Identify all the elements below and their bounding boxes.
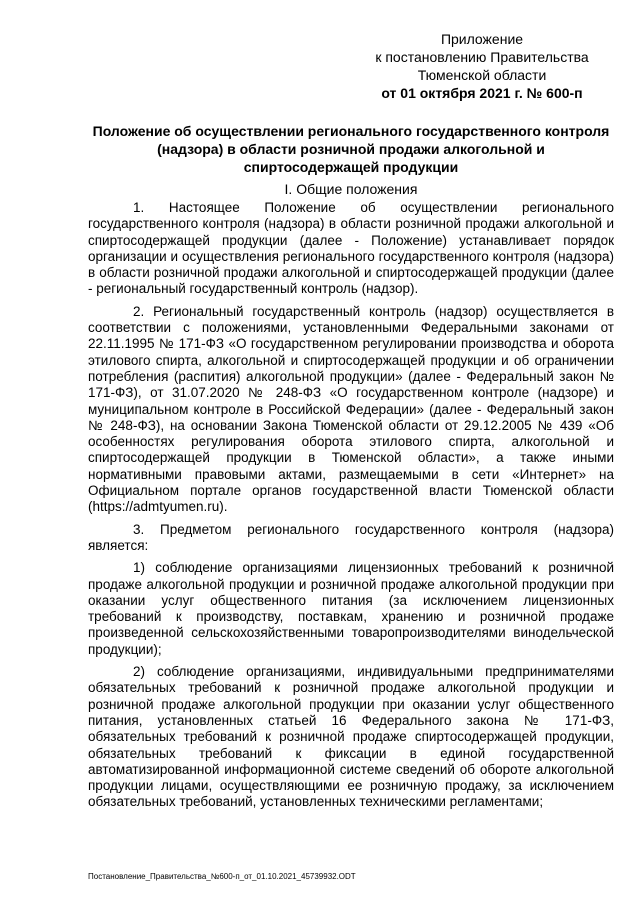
paragraph-3: 3. Предметом регионального государственного контроля (надзора) является: [88,521,614,553]
paragraph-2: 2. Региональный государственный контроль (надзор) осуществляется в соответствии с положениями, установленными Федеральными законами от 22.11.1995 № 171-ФЗ «О государственном регулировании производства и оборота этилового спирта, алкогольной и спиртосодержащей продукции и об ограничении потребления (распития) алкогольной продукции» (далее - Федеральный закон № 171-ФЗ), от 31.07.2020 № 248-ФЗ «О государственном контроле (надзоре) и муниципальном контроле в Российской Федерации» (далее - Федеральный закон № 248-ФЗ), на основании Закона Тюменской области от 29.12.2005 № 439 «Об особенностях регулирования оборота этилового спирта, алкогольной и спиртосодержащей продукции в Тюменской области», а также иными нормативными правовыми актами, размещаемыми в сети «Интернет» на Официальном портале органов государственной власти Тюменской области (https://admtyumen.ru). [88,303,614,515]
annex-reference: к постановлению Правительства [375,49,589,65]
paragraph-1: 1. Настоящее Положение об осуществлении регионального государственного контроля (надзора) в области розничной продажи алкогольной и спиртосодержащей продукции (далее - Положение) устанавливает порядок организации и осуществления регионального государственного контроля (надзора) в области розничной продажи алкогольной и спиртосодержащей продукции (далее - региональный государственный контроль (надзор). [88,200,614,297]
annex-label: Приложение [440,31,524,47]
document-title: Положение об осуществлении регионального государственного контроля (надзора) в области розничной продажи алкогольной и спиртосодержащей продукции [92,123,610,175]
annex-region: Тюменской области [417,67,547,83]
paragraph-3-item-2: 2) соблюдение организациями, индивидуальными предпринимателями обязательных требований к розничной продаже алкогольной продукции и розничной продаже алкогольной продукции при оказании услуг общественного питания, установленных статьей 16 Федерального закона № 171-ФЗ, обязательных требований к розничной продаже спиртосодержащей продукции, обязательных требований к фиксации в единой государственной автоматизированной информационной системе сведений об обороте алкогольной продукции лицами, осуществляющими ее розничную продажу, за исключением обязательных требований, установленных техническими регламентами; [88,664,614,810]
paragraph-3-item-1: 1) соблюдение организациями лицензионных требований к розничной продаже алкогольной продукции и розничной продаже алкогольной продукции при оказании услуг общественного питания (за исключением лицензионных требований к производству, поставкам, хранению и розничной продаже произведенной сельскохозяйственными товаропроизводителями винодельческой продукции); [88,560,614,657]
document-body [88,200,614,817]
section-heading: I. Общие положения [284,181,418,197]
file-footer: Постановление_Правительства_№600-п_от_01.10.2021_45739932.ODT [88,872,356,881]
annex-block [352,30,612,102]
annex-number: от 01 октября 2021 г. № 600-п [381,85,583,101]
